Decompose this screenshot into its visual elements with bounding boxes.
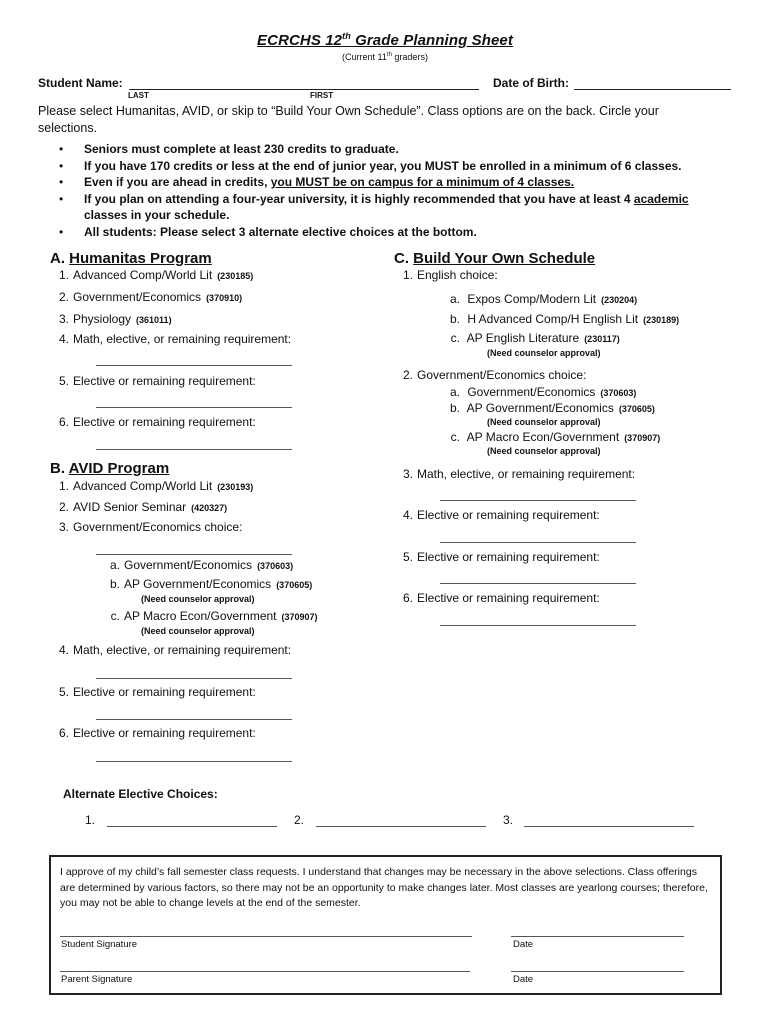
list-item: • All students: Please select 3 alternate elective choices at the bottom. [56,224,726,241]
student-signature-line[interactable] [60,935,472,937]
humanitas-item-6: 6. Elective or remaining requirement: [58,415,256,429]
avid-item-6: 6. Elective or remaining requirement: [58,726,256,740]
byos-blank-5[interactable] [440,582,636,584]
humanitas-item-1[interactable]: 1. Advanced Comp/World Lit (230185) [58,268,254,282]
avid-item-5: 5. Elective or remaining requirement: [58,685,256,699]
avid-blank-3[interactable] [96,553,292,555]
alternate-3-number: 3. [503,813,514,827]
avid-option-b-note: (Need counselor approval) [141,594,255,604]
student-name-label: Student Name: [38,76,123,90]
parent-date-line[interactable] [511,970,684,972]
parent-signature-line[interactable] [60,970,470,972]
byos-english-b[interactable]: b. H Advanced Comp/H English Lit (230189) [449,312,680,326]
byos-item-3: 3. Math, elective, or remaining requirement: [402,467,636,481]
humanitas-blank-6[interactable] [96,448,292,450]
student-name-field[interactable] [129,89,479,90]
avid-option-c-note: (Need counselor approval) [141,626,255,636]
byos-heading: C. Build Your Own Schedule [394,250,596,267]
avid-option-c[interactable]: c. AP Macro Econ/Government (370907) [110,609,318,623]
student-date-line[interactable] [511,935,684,937]
humanitas-item-2[interactable]: 2. Government/Economics (370910) [58,290,243,304]
byos-gov-b[interactable]: b. AP Government/Economics (370605) [449,401,655,415]
requirements-list [56,141,726,240]
alternates-heading: Alternate Elective Choices: [63,787,218,801]
humanitas-blank-4[interactable] [96,364,292,366]
byos-blank-4[interactable] [440,541,636,543]
list-item: • If you have 170 credits or less at the end of junior year, you MUST be enrolled in a minimum of 6 classes. [56,158,726,175]
dob-label: Date of Birth: [493,76,569,90]
byos-item-4: 4. Elective or remaining requirement: [402,508,600,522]
byos-english-c-note: (Need counselor approval) [487,348,601,358]
byos-item-6: 6. Elective or remaining requirement: [402,591,600,605]
byos-item-1: 1. English choice: [402,268,498,282]
humanitas-heading: A. Humanitas Program [50,250,212,267]
dob-field[interactable] [574,89,731,90]
avid-blank-6[interactable] [96,760,292,762]
byos-english-a[interactable]: a. Expos Comp/Modern Lit (230204) [449,292,638,306]
avid-blank-5[interactable] [96,718,292,720]
last-name-label: LAST [128,91,149,100]
page-title: ECRCHS 12th Grade Planning Sheet [257,31,513,49]
humanitas-item-4: 4. Math, elective, or remaining requirement: [58,332,292,346]
alternate-3-field[interactable] [524,825,694,827]
byos-gov-a[interactable]: a. Government/Economics (370603) [449,385,637,399]
alternate-1-number: 1. [85,813,96,827]
humanitas-item-5: 5. Elective or remaining requirement: [58,374,256,388]
avid-option-b[interactable]: b. AP Government/Economics (370605) [109,577,313,591]
parent-signature-label: Parent Signature [61,974,133,985]
alternate-1-field[interactable] [107,825,277,827]
parent-date-label: Date [513,974,534,985]
avid-item-3: 3. Government/Economics choice: [58,520,243,534]
humanitas-blank-5[interactable] [96,406,292,408]
avid-option-a[interactable]: a. Government/Economics (370603) [109,558,294,572]
student-signature-label: Student Signature [61,939,138,950]
avid-heading: B. AVID Program [50,460,170,477]
student-date-label: Date [513,939,534,950]
list-item: • If you plan on attending a four-year university, it is highly recommended that you have at least 4 academic classes in your schedule. [56,191,726,224]
byos-gov-b-note: (Need counselor approval) [487,417,601,427]
avid-blank-4[interactable] [96,677,292,679]
byos-gov-c-note: (Need counselor approval) [487,446,601,456]
instructions: Please select Humanitas, AVID, or skip to “Build Your Own Schedule”. Class options are on the back. Circle your selections. [38,104,659,135]
page-subtitle: (Current 11th graders) [342,52,428,62]
approval-statement: I approve of my child’s fall semester class requests. I understand that changes may be necessary in the above selections. Class offerings are determined by various factors, so there may not be an opportunity to make changes later. Most classes are yearlong courses; therefore, you may not be able to change levels at the end of the semester. [60,866,708,909]
byos-item-2: 2. Government/Economics choice: [402,368,587,382]
byos-item-5: 5. Elective or remaining requirement: [402,550,600,564]
alternate-2-number: 2. [294,813,305,827]
list-item: • Seniors must complete at least 230 credits to graduate. [56,141,726,158]
avid-item-1[interactable]: 1. Advanced Comp/World Lit (230193) [58,479,254,493]
byos-gov-c[interactable]: c. AP Macro Econ/Government (370907) [450,430,661,444]
alternate-2-field[interactable] [316,825,486,827]
humanitas-item-3[interactable]: 3. Physiology (361011) [58,312,172,326]
avid-item-2[interactable]: 2. AVID Senior Seminar (420327) [58,500,228,514]
byos-blank-6[interactable] [440,624,636,626]
byos-english-c[interactable]: c. AP English Literature (230117) [450,331,620,345]
byos-blank-3[interactable] [440,499,636,501]
first-name-label: FIRST [310,91,334,100]
list-item: • Even if you are ahead in credits, you MUST be on campus for a minimum of 4 classes. [56,174,726,191]
avid-item-4: 4. Math, elective, or remaining requirement: [58,643,292,657]
